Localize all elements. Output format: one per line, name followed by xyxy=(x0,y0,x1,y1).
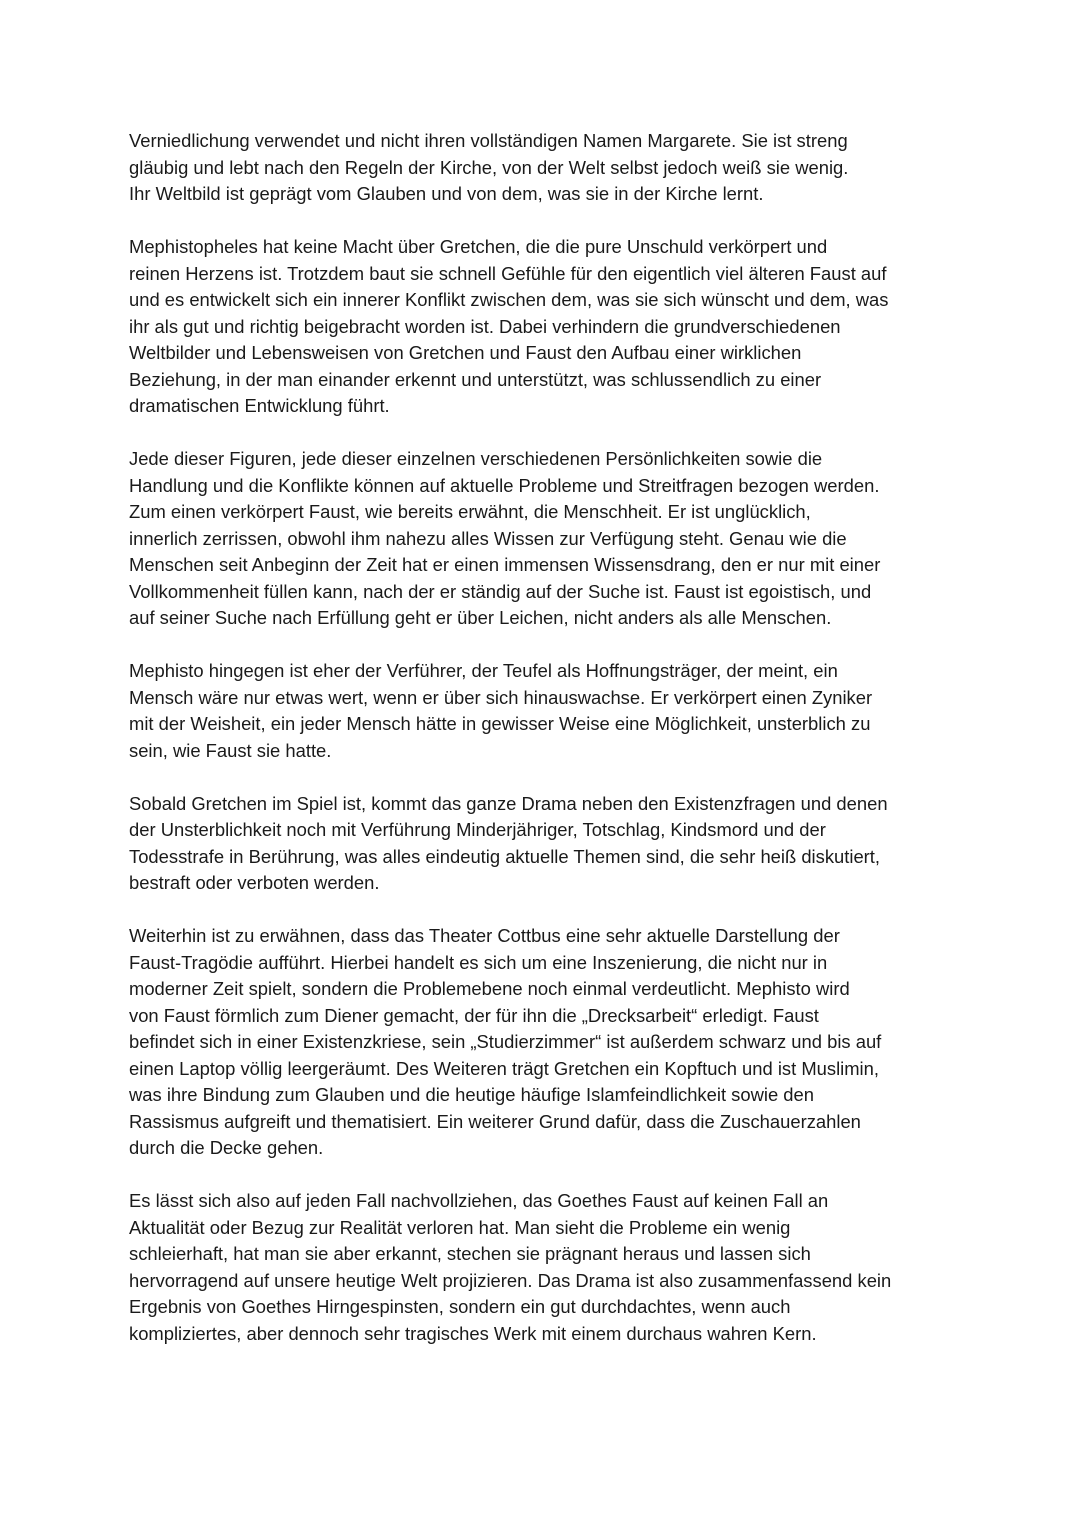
text-line: was ihre Bindung zum Glauben und die heutige häufige Islamfeindlichkeit sowie den xyxy=(129,1084,814,1105)
text-line: Beziehung, in der man einander erkennt und unterstützt, was schlussendlich zu einer xyxy=(129,368,822,390)
paragraph-6 xyxy=(129,923,959,1162)
text-line: Verniedlichung verwendet und nicht ihren vollständigen Namen Margarete. Sie ist streng xyxy=(129,130,848,151)
text-line: reinen Herzens ist. Trotzdem baut sie schnell Gefühle für den eigentlich viel älteren Faust auf xyxy=(129,262,887,284)
text-line: gläubig und lebt nach den Regeln der Kirche, von der Welt selbst jedoch weiß sie wenig. xyxy=(129,156,849,178)
text-line: Es lässt sich also auf jeden Fall nachvollziehen, das Goethes Faust auf keinen Fall an xyxy=(129,1190,829,1211)
paragraph-1 xyxy=(129,128,959,208)
text-line: von Faust förmlich zum Diener gemacht, der für ihn die „Drecksarbeit“ erledigt. Faust xyxy=(129,1004,819,1026)
text-line: Faust-Tragödie aufführt. Hierbei handelt es sich um eine Inszenierung, die nicht nur in xyxy=(129,951,828,973)
text-line: Weltbilder und Lebensweisen von Gretchen und Faust den Aufbau einer wirklichen xyxy=(129,342,802,363)
paragraph-4 xyxy=(129,658,959,764)
document-body xyxy=(129,128,959,1374)
text-line: Mensch wäre nur etwas wert, wenn er über sich hinauswachse. Er verkörpert einen Zyniker xyxy=(129,686,873,708)
paragraph-3 xyxy=(129,446,959,632)
text-line: einen Laptop völlig leergeräumt. Des Weiteren trägt Gretchen ein Kopftuch und ist Muslimin, xyxy=(129,1057,879,1079)
text-line: Aktualität oder Bezug zur Realität verloren hat. Man sieht die Probleme ein wenig xyxy=(129,1216,791,1238)
paragraph-7 xyxy=(129,1188,959,1347)
text-line: mit der Weisheit, ein jeder Mensch hätte in gewisser Weise eine Möglichkeit, unsterblich zu xyxy=(129,713,871,734)
text-line: moderner Zeit spielt, sondern die Problemebene noch einmal verdeutlicht. Mephisto wird xyxy=(129,978,850,999)
paragraph-2 xyxy=(129,234,959,420)
text-line: Handlung und die Konflikte können auf aktuelle Probleme und Streitfragen bezogen werden. xyxy=(129,474,880,496)
text-line: Ergebnis von Goethes Hirngespinsten, sondern ein gut durchdachtes, wenn auch xyxy=(129,1296,791,1317)
text-line: innerlich zerrissen, obwohl ihm nahezu alles Wissen zur Verfügung steht. Genau wie die xyxy=(129,527,847,549)
text-line: Ihr Weltbild ist geprägt vom Glauben und von dem, was sie in der Kirche lernt. xyxy=(129,183,764,204)
text-line: Jede dieser Figuren, jede dieser einzelnen verschiedenen Persönlichkeiten sowie die xyxy=(129,448,823,469)
text-line: auf seiner Suche nach Erfüllung geht er über Leichen, nicht anders als alle Menschen. xyxy=(129,607,832,628)
text-line: durch die Decke gehen. xyxy=(129,1137,324,1158)
text-line: kompliziertes, aber dennoch sehr tragisches Werk mit einem durchaus wahren Kern. xyxy=(129,1322,817,1344)
text-line: Vollkommenheit füllen kann, nach der er ständig auf der Suche ist. Faust ist egoistisch, und xyxy=(129,580,872,602)
text-line: Rassismus aufgreift und thematisiert. Ein weiterer Grund dafür, dass die Zuschauerzahlen xyxy=(129,1110,861,1132)
text-line: hervorragend auf unsere heutige Welt projizieren. Das Drama ist also zusammenfassend kein xyxy=(129,1269,892,1291)
paragraph-5 xyxy=(129,791,959,897)
text-line: ihr als gut und richtig beigebracht worden ist. Dabei verhindern die grundverschiedenen xyxy=(129,315,841,337)
text-line: schleierhaft, hat man sie aber erkannt, stechen sie prägnant heraus und lassen sich xyxy=(129,1243,811,1264)
text-line: Mephisto hingegen ist eher der Verführer, der Teufel als Hoffnungsträger, der meint, ein xyxy=(129,660,838,681)
text-line: Menschen seit Anbeginn der Zeit hat er einen immensen Wissensdrang, den er nur mit einer xyxy=(129,554,881,575)
text-line: sein, wie Faust sie hatte. xyxy=(129,739,332,761)
text-line: Zum einen verkörpert Faust, wie bereits erwähnt, die Menschheit. Er ist unglücklich, xyxy=(129,501,811,522)
text-line: Weiterhin ist zu erwähnen, dass das Theater Cottbus eine sehr aktuelle Darstellung der xyxy=(129,925,840,946)
text-line: und es entwickelt sich ein innerer Konflikt zwischen dem, was sie sich wünscht und dem, was xyxy=(129,289,889,310)
text-line: Mephistopheles hat keine Macht über Gretchen, die die pure Unschuld verkörpert und xyxy=(129,236,828,257)
text-line: Sobald Gretchen im Spiel ist, kommt das ganze Drama neben den Existenzfragen und denen xyxy=(129,792,888,814)
text-line: bestraft oder verboten werden. xyxy=(129,872,380,893)
text-line: Todesstrafe in Berührung, was alles eindeutig aktuelle Themen sind, die sehr heiß diskutiert, xyxy=(129,845,881,867)
text-line: dramatischen Entwicklung führt. xyxy=(129,395,390,416)
text-line: befindet sich in einer Existenzkriese, sein „Studierzimmer“ ist außerdem schwarz und bis auf xyxy=(129,1031,882,1052)
text-line: der Unsterblichkeit noch mit Verführung Minderjähriger, Totschlag, Kindsmord und der xyxy=(129,819,826,840)
